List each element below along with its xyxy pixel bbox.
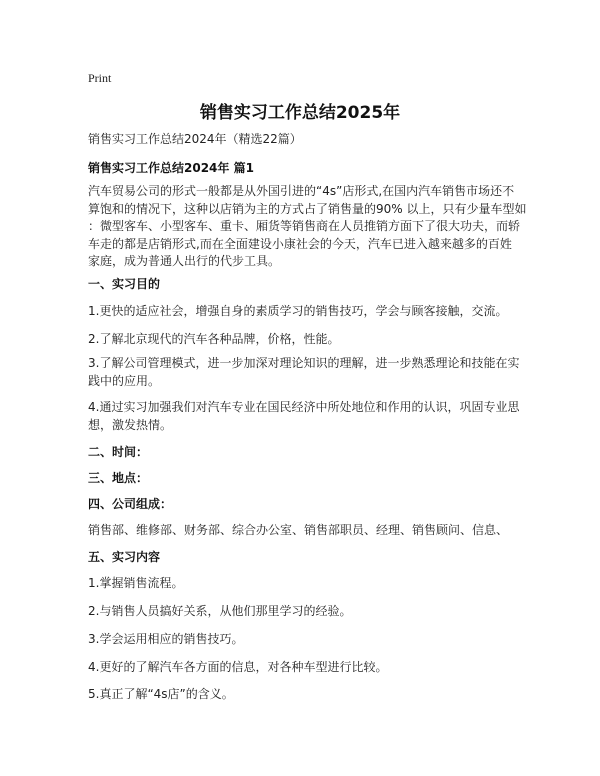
content-item: 5.真正了解“4s店”的含义。 xyxy=(88,687,234,701)
document-subtitle: 销售实习工作总结2024年（精选22篇） xyxy=(88,132,302,146)
objective-line: 4.通过实习加强我们对汽车专业在国民经济中所处地位和作用的认识，巩固专业思 xyxy=(88,400,520,414)
section-heading-place: 三、地点： xyxy=(88,471,149,485)
intro-line: 家庭，成为普通人出行的代步工具。 xyxy=(88,254,281,268)
objective-line: 践中的应用。 xyxy=(88,373,161,388)
section-heading-org: 四、公司组成： xyxy=(88,497,173,511)
content-item: 3.学会运用相应的销售技巧。 xyxy=(88,632,244,646)
objective-line: 想，激发热情。 xyxy=(88,417,173,432)
intro-line: ：微型客车、小型客车、重卡、厢货等销售商在人员推销方面下了很大功夫，而轿 xyxy=(88,219,521,233)
print-link[interactable]: Print xyxy=(88,71,112,85)
content-item: 1.掌握销售流程。 xyxy=(88,576,184,590)
intro-paragraph xyxy=(88,183,527,271)
objective-item xyxy=(88,355,522,390)
objective-item: 1.更快的适应社会，增强自身的素质学习的销售技巧，学会与顾客接触，交流。 xyxy=(88,304,508,318)
page-title: 销售实习工作总结2025年 xyxy=(199,103,401,123)
section-heading-content: 五、实习内容 xyxy=(88,550,161,564)
objective-line: 3.了解公司管理模式，进一步加深对理论知识的理解，进一步熟悉理论和技能在实 xyxy=(88,356,520,370)
article-heading: 销售实习工作总结2024年 篇1 xyxy=(88,161,254,175)
section-heading-time: 二、时间： xyxy=(88,445,149,459)
intro-line: 算饱和的情况下，这种以店销为主的方式占了销售量的90% 以上，只有少量车型如 xyxy=(88,201,527,216)
intro-line: 车走的都是店销形式,而在全面建设小康社会的今天，汽车已进入越来越多的百姓 xyxy=(88,236,512,251)
content-item: 4.更好的了解汽车各方面的信息，对各种车型进行比较。 xyxy=(88,660,388,674)
intro-line: 汽车贸易公司的形式一般都是从外国引进的“4s”店形式,在国内汽车销售市场还不 xyxy=(88,184,515,198)
content-item: 2.与销售人员搞好关系，从他们那里学习的经验。 xyxy=(88,604,352,618)
section-heading-objective: 一、实习目的 xyxy=(88,277,161,291)
objective-item: 2.了解北京现代的汽车各种品牌，价格，性能。 xyxy=(88,332,340,346)
org-list: 销售部、维修部、财务部、综合办公室、销售部职员、经理、销售顾问、信息、 xyxy=(88,523,509,537)
objective-item xyxy=(88,399,522,434)
